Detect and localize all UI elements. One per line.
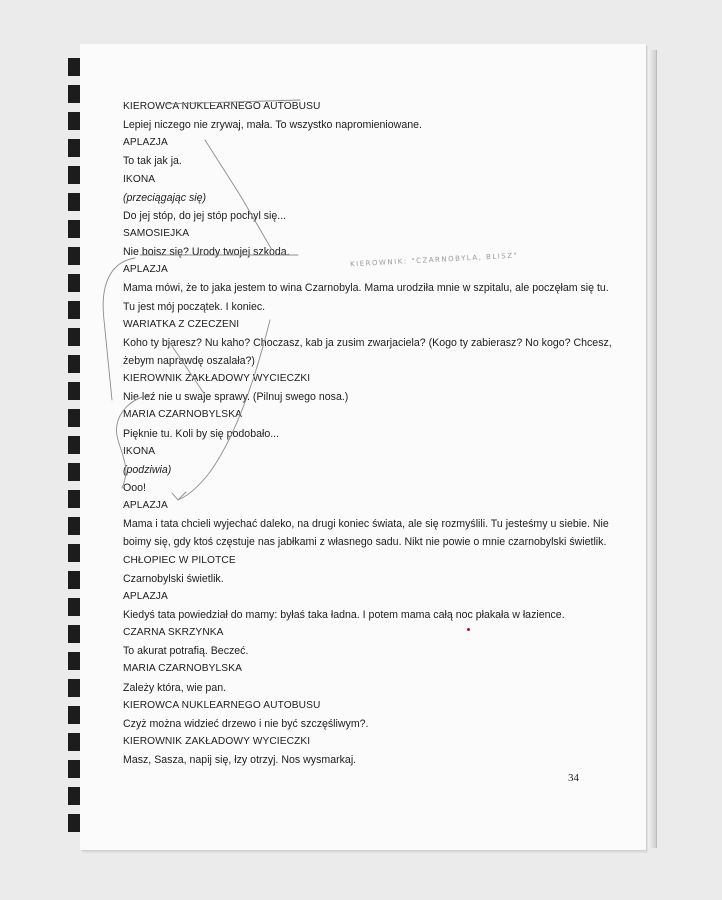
dialogue-line: żebym naprawdę oszalała?): [123, 354, 255, 367]
binding-tab: [68, 787, 80, 805]
speaker-name: KIEROWCA NUKLEARNEGO AUTOBUSU: [123, 699, 321, 711]
dialogue-line: Czyż można widzieć drzewo i nie być szczęśliwym?.: [123, 717, 369, 730]
binding-tab: [68, 301, 80, 319]
binding-tab: [68, 382, 80, 400]
red-ink-dot: [467, 628, 470, 631]
binding-tab: [68, 652, 80, 670]
stage-direction: (przeciągając się): [123, 191, 207, 204]
binding-tab: [68, 139, 80, 157]
binding-tab: [68, 814, 80, 832]
dialogue-line: Tu jest mój początek. I koniec.: [123, 300, 266, 313]
binding-tab: [68, 274, 80, 292]
dialogue-line: Masz, Sasza, napij się, łzy otrzyj. Nos wysmarkaj.: [123, 754, 357, 767]
binding-tab: [68, 193, 80, 211]
speaker-name: IKONA: [123, 173, 156, 185]
binding-tab: [68, 625, 80, 643]
dialogue-line: Nie boisz się? Urody twojej szkoda.: [123, 246, 290, 259]
dialogue-line: Do jej stóp, do jej stóp pochyl się...: [123, 209, 287, 222]
dialogue-line: Lepiej niczego nie zrywaj, mała. To wszystko napromieniowane.: [123, 119, 422, 132]
speaker-name: SAMOSIEJKA: [123, 227, 190, 239]
binding-tab: [68, 463, 80, 481]
dialogue-line: Pięknie tu. Koli by się podobało...: [123, 427, 280, 440]
speaker-name: APLAZJA: [123, 137, 168, 149]
binding-tab: [68, 112, 80, 130]
dialogue-line: Zależy która, wie pan.: [123, 681, 227, 694]
binding-tab: [68, 760, 80, 778]
speaker-name: WARIATKA Z CZECZENI: [123, 318, 240, 330]
binding-tab: [68, 85, 80, 103]
dialogue-line: To akurat potrafią. Beczeć.: [123, 645, 249, 658]
binding-tab: [68, 490, 80, 508]
binding-tab: [68, 544, 80, 562]
script-text: [123, 98, 612, 769]
dialogue-line: Czarnobylski świetlik.: [123, 572, 224, 585]
binding-tab: [68, 733, 80, 751]
page-number: 34: [568, 772, 579, 784]
binding-tab: [68, 706, 80, 724]
dialogue-line: Koho ty bjaresz? Nu kaho? Choczasz, kab ja zusim zwarjaciela? (Kogo ty zabierasz? No kogo? Chcesz,: [123, 336, 612, 349]
spiral-binding: [0, 0, 90, 900]
binding-tab: [68, 517, 80, 535]
dialogue-line: Ooo!: [123, 481, 146, 494]
speaker-name: MARIA CZARNOBYLSKA: [123, 409, 242, 421]
speaker-name: CHŁOPIEC W PILOTCE: [123, 554, 236, 566]
binding-tab: [68, 355, 80, 373]
speaker-name: CZARNA SKRZYNKA: [123, 627, 224, 639]
dialogue-line: To tak jak ja.: [123, 155, 182, 168]
binding-tab: [68, 166, 80, 184]
speaker-name: KIEROWNIK ZAKŁADOWY WYCIECZKI: [123, 735, 311, 747]
binding-tab: [68, 220, 80, 238]
speaker-name: APLAZJA: [123, 264, 168, 276]
binding-tab: [68, 409, 80, 427]
binding-tab: [68, 598, 80, 616]
binding-tab: [68, 679, 80, 697]
speaker-name: MARIA CZARNOBYLSKA: [123, 663, 242, 675]
speaker-name: IKONA: [123, 445, 156, 457]
speaker-name: APLAZJA: [123, 590, 168, 602]
speaker-name: KIEROWCA NUKLEARNEGO AUTOBUSU: [123, 101, 321, 112]
binding-tab: [68, 436, 80, 454]
dialogue-line: Nie leź nie u swaje sprawy. (Pilnuj swego nosa.): [123, 391, 349, 404]
dialogue-line: Mama i tata chcieli wyjechać daleko, na drugi koniec świata, ale się rozmyślili. Tu jesteśmy u siebie. Nie: [123, 518, 609, 531]
pencil-margin-note: KIEROWNIK: "CZARNOBYLA, BLISZ": [349, 251, 519, 269]
binding-tab: [68, 571, 80, 589]
binding-tab: [68, 247, 80, 265]
dialogue-line: Kiedyś tata powiedział do mamy: byłaś taka ładna. I potem mama całą noc płakała w łazience.: [123, 608, 565, 621]
dialogue-line: Mama mówi, że to jaka jestem to wina Czarnobyla. Mama urodziła mnie w szpitalu, ale poczęłam się tu.: [123, 282, 609, 295]
speaker-name: KIEROWNIK ZAKŁADOWY WYCIECZKI: [123, 373, 311, 385]
speaker-name: APLAZJA: [123, 500, 168, 512]
dialogue-line: boimy się, gdy ktoś częstuje nas jabłkami z własnego sadu. Nikt nie powie o mnie czarnobylski świetlik.: [123, 536, 607, 549]
stage-direction: (podziwia): [123, 463, 172, 476]
binding-tab: [68, 58, 80, 76]
binding-tab: [68, 328, 80, 346]
